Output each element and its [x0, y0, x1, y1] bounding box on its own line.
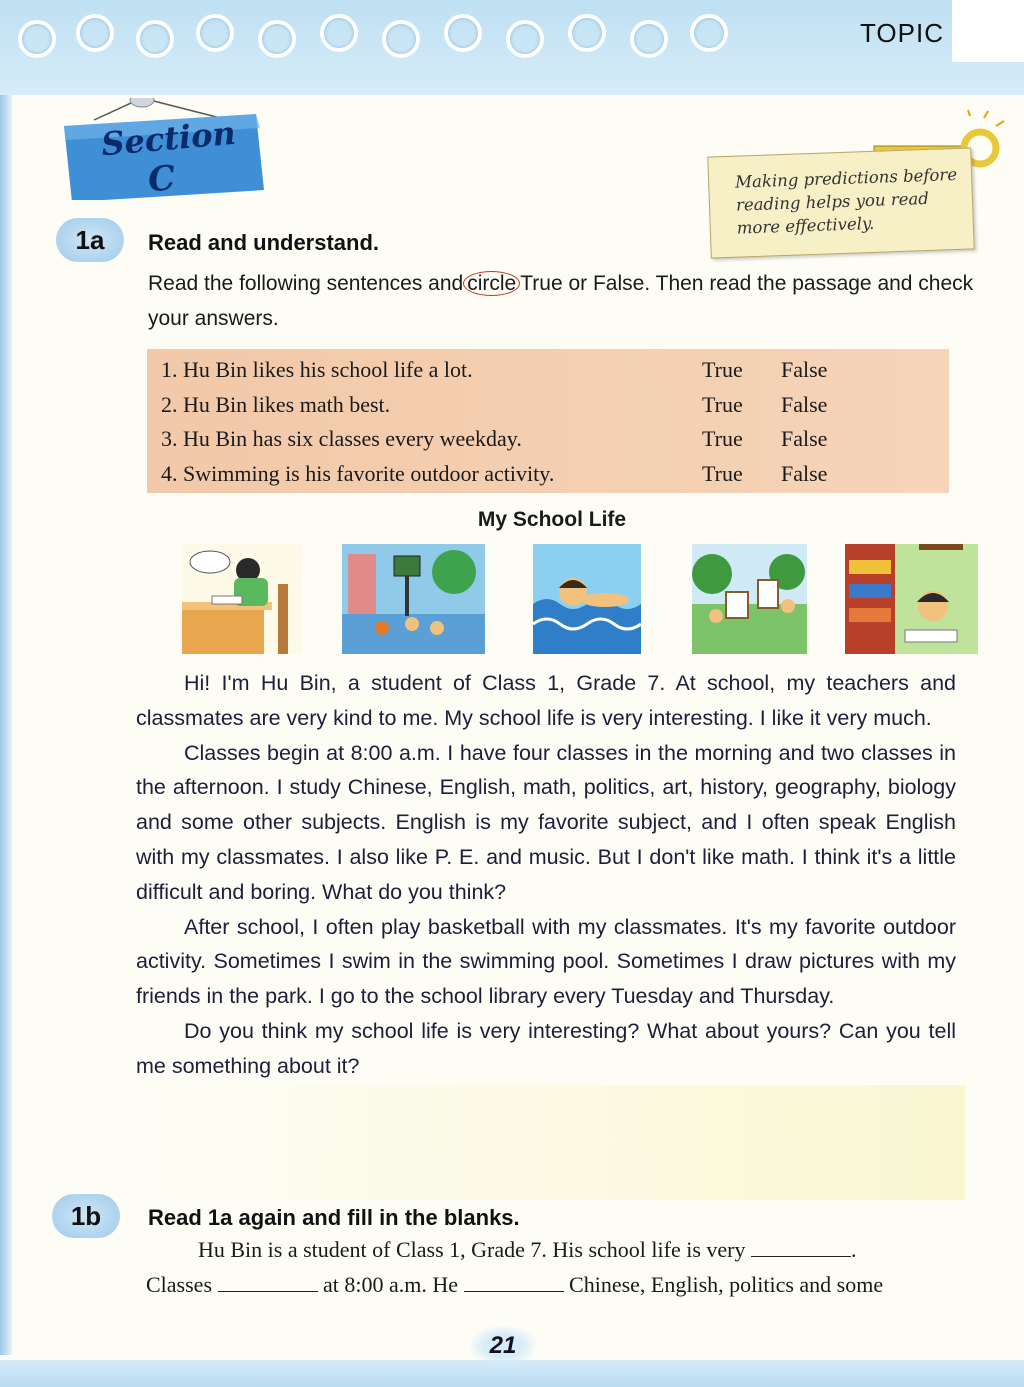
ring-icon — [320, 14, 358, 52]
false-option[interactable]: False — [781, 357, 828, 382]
false-option[interactable]: False — [781, 461, 828, 486]
true-option[interactable]: True — [702, 461, 743, 486]
page-number: 21 — [470, 1326, 536, 1366]
instruction-text: Read the following sentences and — [148, 272, 464, 295]
ring-icon — [196, 14, 234, 52]
section-letter: C — [146, 158, 177, 200]
exercise-1a-title: Read and understand. — [148, 230, 380, 255]
exercise-badge-1a: 1a — [56, 218, 124, 262]
topic-label: TOPIC — [860, 18, 944, 48]
fill-text: Hu Bin is a student of Class 1, Grade 7. His school life is very — [198, 1237, 746, 1262]
statement-text: 2. Hu Bin likes math best. — [161, 392, 391, 417]
ring-icon — [18, 20, 56, 58]
fill-text: Classes — [146, 1272, 212, 1297]
passage-paragraph: Hi! I'm Hu Bin, a student of Class 1, Grade 7. At school, my teachers and classmates are very kind to me. My school life is very interesting. I like it very much. — [136, 671, 956, 730]
ring-icon — [76, 14, 114, 52]
ring-icon — [630, 20, 668, 58]
topic-box — [952, 0, 1024, 62]
library-illustration — [845, 544, 978, 654]
drawing-illustration — [692, 544, 807, 654]
false-option[interactable]: False — [781, 426, 828, 451]
ring-icon — [382, 20, 420, 58]
fill-line — [146, 1267, 986, 1302]
answer-blank[interactable] — [751, 1238, 851, 1257]
answer-blank[interactable] — [464, 1273, 564, 1292]
swimming-illustration — [533, 544, 641, 654]
fill-text: at 8:00 a.m. He — [323, 1272, 459, 1297]
statement-text: 4. Swimming is his favorite outdoor activity. — [161, 461, 555, 486]
circled-word: circle — [463, 271, 520, 296]
fill-line — [146, 1232, 986, 1267]
fill-text: . — [851, 1237, 857, 1262]
true-option[interactable]: True — [702, 392, 743, 417]
instruction-text: True or False. Then read the passage and check your answers. — [148, 272, 974, 330]
statement-text: 3. Hu Bin has six classes every weekday. — [161, 426, 522, 451]
false-option[interactable]: False — [781, 392, 828, 417]
fill-text: Chinese, English, politics and some — [569, 1272, 884, 1297]
fill-in-blanks — [146, 1232, 986, 1302]
exercise-1a-instruction — [148, 266, 988, 336]
statement-text: 1. Hu Bin likes his school life a lot. — [161, 357, 473, 382]
tip-text: Making predictions before reading helps you read more effectively. — [734, 164, 958, 238]
passage-title: My School Life — [477, 508, 627, 531]
binder-rings — [18, 14, 748, 64]
tip-card — [707, 147, 974, 258]
passage-body — [136, 666, 956, 1084]
section-word: Section — [99, 113, 238, 164]
basketball-illustration — [342, 544, 485, 654]
exercise-1b-title: Read 1a again and fill in the blanks. — [148, 1205, 520, 1230]
ring-icon — [444, 14, 482, 52]
answer-blank[interactable] — [218, 1273, 318, 1292]
passage-paragraph: After school, I often play basketball with my classmates. It's my favorite outdoor activity. Sometimes I swim in the swimming pool. Sometimes I draw pictures with my friends in the park. I go to the school library every Tuesday and Thursday. — [136, 914, 956, 1009]
ring-icon — [690, 14, 728, 52]
ring-icon — [136, 20, 174, 58]
ring-icon — [568, 14, 606, 52]
passage-paragraph: Do you think my school life is very interesting? What about yours? Can you tell me something about it? — [136, 1018, 956, 1078]
true-option[interactable]: True — [702, 357, 743, 382]
passage-highlight — [125, 1085, 965, 1200]
passage-paragraph: Classes begin at 8:00 a.m. I have four classes in the morning and two classes in the afternoon. I study Chinese, English, math, politics, art, history, geography, biology and some other subjects. English is my favorite subject, and I often speak English with my classmates. I also like P. E. and music. But I don't like math. I think it's a little difficult and boring. What do you think? — [136, 740, 956, 904]
exercise-badge-1b: 1b — [52, 1194, 120, 1238]
studying-illustration — [182, 544, 302, 654]
left-margin-strip — [0, 95, 12, 1355]
true-option[interactable]: True — [702, 426, 743, 451]
true-false-table — [147, 349, 949, 493]
ring-icon — [258, 20, 296, 58]
ring-icon — [506, 20, 544, 58]
section-tag — [64, 98, 264, 200]
